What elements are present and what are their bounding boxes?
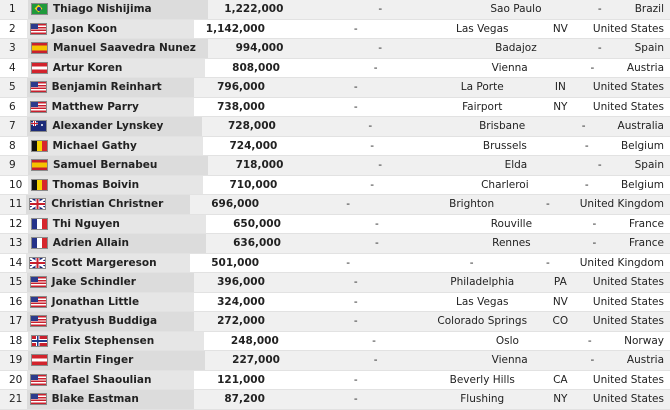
rank-cell: 21: [9, 393, 23, 406]
table-row: [0, 59, 670, 79]
rank-cell: 20: [9, 373, 23, 386]
country-cell: United States: [592, 295, 664, 308]
state-cell: -: [592, 217, 597, 230]
country-cell: United States: [592, 100, 664, 113]
rank-cell: 8: [9, 139, 16, 152]
state-cell: -: [597, 3, 602, 16]
country-cell: Brazil: [634, 3, 664, 16]
city-cell: Flushing: [460, 393, 505, 406]
state-cell: -: [584, 178, 589, 191]
player-name-link[interactable]: Jake Schindler: [51, 276, 136, 289]
rank-cell: 5: [9, 81, 16, 94]
city-cell: Beverly Hills: [449, 373, 515, 386]
player-cell: [28, 215, 206, 234]
amount-cell: 501,000: [211, 256, 260, 269]
player-cell: [28, 137, 204, 156]
placeholder-cell: -: [353, 276, 358, 289]
state-cell: NV: [552, 22, 568, 35]
uk-flag-icon: [29, 257, 46, 269]
player-cell: [28, 234, 206, 253]
city-cell: Badajoz: [495, 42, 537, 55]
player-cell: [27, 117, 202, 136]
city-cell: Rennes: [492, 237, 531, 250]
placeholder-cell: -: [378, 42, 383, 55]
placeholder-cell: -: [378, 3, 383, 16]
usa-flag-icon: [30, 23, 47, 35]
rank-cell: 14: [9, 256, 23, 269]
usa-flag-icon: [30, 81, 47, 93]
country-cell: France: [629, 217, 664, 230]
city-cell: Fairport: [462, 100, 503, 113]
table-row: [0, 332, 670, 352]
player-name-link[interactable]: Alexander Lynskey: [52, 120, 164, 133]
rank-cell: 7: [9, 120, 16, 133]
player-cell: [28, 0, 208, 19]
usa-flag-icon: [30, 296, 47, 308]
state-cell: NY: [553, 393, 568, 406]
player-name-link[interactable]: Christian Christner: [51, 198, 164, 211]
rank-cell: 11: [9, 198, 23, 211]
amount-cell: 728,000: [228, 120, 276, 133]
table-row: [0, 195, 670, 215]
city-cell: Vienna: [491, 354, 528, 367]
placeholder-cell: -: [353, 373, 358, 386]
country-cell: Austria: [626, 61, 664, 74]
country-cell: Spain: [634, 42, 664, 55]
country-cell: United States: [592, 373, 664, 386]
amount-cell: 796,000: [217, 81, 265, 94]
placeholder-cell: -: [373, 354, 378, 367]
player-name-link[interactable]: Manuel Saavedra Nunez: [52, 42, 196, 55]
state-cell: -: [546, 198, 550, 211]
player-name-link[interactable]: Rafael Shaoulian: [51, 373, 152, 386]
table-row: [0, 20, 670, 40]
player-cell: [26, 195, 190, 214]
rank-cell: 16: [9, 295, 23, 308]
usa-flag-icon: [30, 315, 47, 327]
player-name-link[interactable]: Benjamin Reinhart: [51, 81, 162, 94]
amount-cell: 636,000: [233, 237, 281, 250]
placeholder-cell: -: [368, 120, 373, 133]
city-cell: Vienna: [491, 61, 528, 74]
table-row: [0, 371, 670, 391]
player-name-link[interactable]: Artur Koren: [52, 61, 123, 74]
player-cell: [28, 351, 205, 370]
amount-cell: 696,000: [211, 198, 260, 211]
austria-flag-icon: [31, 354, 48, 366]
player-name-link[interactable]: Matthew Parry: [51, 100, 139, 113]
rank-cell: 1: [9, 3, 16, 16]
table-row: [0, 98, 670, 118]
table-row: [0, 0, 670, 20]
state-cell: -: [584, 139, 589, 152]
city-cell: Las Vegas: [456, 295, 509, 308]
australia-flag-icon: [30, 120, 47, 132]
spain-flag-icon: [31, 42, 48, 54]
rank-cell: 12: [9, 217, 23, 230]
country-cell: United States: [592, 81, 664, 94]
country-cell: France: [629, 237, 664, 250]
player-cell: [27, 20, 195, 39]
country-cell: United States: [592, 393, 664, 406]
amount-cell: 324,000: [217, 295, 265, 308]
player-name-link[interactable]: Felix Stephensen: [52, 334, 155, 347]
city-cell: Brisbane: [479, 120, 526, 133]
amount-cell: 396,000: [217, 276, 265, 289]
player-cell: [27, 98, 195, 117]
table-row: [0, 273, 670, 293]
table-row: [0, 293, 670, 313]
country-cell: United States: [592, 276, 664, 289]
player-cell: [27, 312, 195, 331]
amount-cell: 227,000: [232, 354, 280, 367]
country-cell: Norway: [624, 334, 664, 347]
amount-cell: 248,000: [230, 334, 279, 347]
state-cell: IN: [554, 81, 566, 94]
spain-flag-icon: [31, 159, 48, 171]
country-cell: United States: [592, 22, 664, 35]
country-cell: Austria: [626, 354, 664, 367]
city-cell: Rouville: [490, 217, 533, 230]
table-row: [0, 137, 670, 157]
city-cell: Las Vegas: [456, 22, 509, 35]
austria-flag-icon: [31, 62, 48, 74]
amount-cell: 724,000: [229, 139, 278, 152]
table-row: [0, 390, 670, 410]
amount-cell: 1,222,000: [224, 3, 284, 16]
player-cell: [26, 254, 190, 273]
placeholder-cell: -: [353, 295, 358, 308]
placeholder-cell: -: [346, 198, 350, 211]
state-cell: -: [581, 120, 586, 133]
player-name-link[interactable]: Pratyush Buddiga: [51, 315, 158, 328]
player-cell: [27, 371, 195, 390]
amount-cell: 710,000: [229, 178, 278, 191]
table-row: [0, 156, 670, 176]
state-cell: PA: [553, 276, 567, 289]
player-name-link[interactable]: Thomas Boivin: [52, 178, 140, 191]
city-cell: Oslo: [495, 334, 519, 347]
placeholder-cell: -: [353, 81, 358, 94]
rank-cell: 3: [9, 42, 16, 55]
amount-cell: 738,000: [217, 100, 265, 113]
table-row: [0, 234, 670, 254]
city-cell: La Porte: [460, 81, 504, 94]
city-cell: Charleroi: [481, 178, 529, 191]
amount-cell: 87,200: [224, 393, 265, 406]
placeholder-cell: -: [375, 237, 379, 250]
rank-cell: 17: [9, 315, 23, 328]
placeholder-cell: -: [372, 334, 376, 347]
player-cell: [27, 390, 195, 409]
placeholder-cell: -: [370, 139, 375, 152]
placeholder-cell: -: [353, 100, 358, 113]
player-cell: [28, 59, 205, 78]
state-cell: -: [597, 42, 602, 55]
country-cell: Spain: [634, 159, 664, 172]
player-name-link[interactable]: Martin Finger: [52, 354, 134, 367]
table-row: [0, 254, 670, 274]
player-name-link[interactable]: Adrien Allain: [52, 237, 129, 250]
player-cell: [28, 332, 205, 351]
country-cell: Belgium: [620, 139, 664, 152]
player-name-link[interactable]: Scott Margereson: [51, 256, 157, 269]
player-cell: [28, 156, 208, 175]
usa-flag-icon: [30, 276, 47, 288]
amount-cell: 1,142,000: [205, 22, 265, 35]
country-cell: United States: [592, 315, 664, 328]
player-name-link[interactable]: Thi Nguyen: [52, 217, 120, 230]
state-cell: -: [587, 334, 592, 347]
player-name-link[interactable]: Michael Gathy: [52, 139, 137, 152]
uk-flag-icon: [29, 198, 46, 210]
state-cell: -: [546, 256, 550, 269]
player-name-link[interactable]: Blake Eastman: [51, 393, 139, 406]
usa-flag-icon: [30, 393, 47, 405]
player-cell: [28, 176, 204, 195]
amount-cell: 808,000: [232, 61, 280, 74]
state-cell: -: [590, 61, 595, 74]
city-cell: Sao Paulo: [490, 3, 542, 16]
state-cell: CA: [553, 373, 568, 386]
rank-cell: 13: [9, 237, 23, 250]
placeholder-cell: -: [373, 61, 378, 74]
player-cell: [28, 39, 208, 58]
table-row: [0, 215, 670, 235]
player-cell: [27, 273, 195, 292]
rank-cell: 18: [9, 334, 23, 347]
placeholder-cell: -: [375, 217, 379, 230]
placeholder-cell: -: [353, 22, 358, 35]
france-flag-icon: [31, 218, 48, 230]
city-cell: Brighton: [449, 198, 495, 211]
table-row: [0, 117, 670, 137]
rank-cell: 6: [9, 100, 16, 113]
placeholder-cell: -: [353, 315, 358, 328]
player-cell: [27, 293, 195, 312]
amount-cell: 121,000: [217, 373, 265, 386]
state-cell: NV: [552, 295, 568, 308]
rank-cell: 15: [9, 276, 23, 289]
brazil-flag-icon: [31, 3, 48, 15]
table-row: [0, 78, 670, 98]
state-cell: -: [590, 354, 595, 367]
norway-flag-icon: [31, 335, 48, 347]
rank-cell: 9: [9, 159, 16, 172]
placeholder-cell: -: [378, 159, 383, 172]
state-cell: NY: [553, 100, 568, 113]
usa-flag-icon: [30, 101, 47, 113]
amount-cell: 994,000: [235, 42, 284, 55]
rank-cell: 2: [9, 22, 16, 35]
amount-cell: 272,000: [217, 315, 265, 328]
amount-cell: 650,000: [233, 217, 281, 230]
country-cell: United Kingdom: [579, 256, 664, 269]
placeholder-cell: -: [370, 178, 375, 191]
rank-cell: 10: [9, 178, 23, 191]
country-cell: United Kingdom: [579, 198, 664, 211]
amount-cell: 718,000: [235, 159, 284, 172]
city-cell: Colorado Springs: [437, 315, 528, 328]
country-cell: Belgium: [620, 178, 664, 191]
city-cell: Elda: [504, 159, 528, 172]
player-name-link[interactable]: Jason Koon: [51, 22, 118, 35]
player-name-link[interactable]: Jonathan Little: [51, 295, 140, 308]
player-name-link[interactable]: Thiago Nishijima: [52, 3, 152, 16]
belgium-flag-icon: [31, 179, 48, 191]
rank-cell: 19: [9, 354, 23, 367]
france-flag-icon: [31, 237, 48, 249]
belgium-flag-icon: [31, 140, 48, 152]
state-cell: -: [597, 159, 602, 172]
table-row: [0, 351, 670, 371]
country-cell: Australia: [617, 120, 664, 133]
table-row: [0, 176, 670, 196]
city-cell: -: [469, 256, 474, 269]
player-name-link[interactable]: Samuel Bernabeu: [52, 159, 158, 172]
placeholder-cell: -: [353, 393, 358, 406]
city-cell: Brussels: [482, 139, 527, 152]
state-cell: -: [592, 237, 597, 250]
table-row: [0, 39, 670, 59]
placeholder-cell: -: [346, 256, 350, 269]
rank-cell: 4: [9, 61, 16, 74]
table-row: [0, 312, 670, 332]
usa-flag-icon: [30, 374, 47, 386]
player-cell: [27, 78, 195, 97]
state-cell: CO: [552, 315, 569, 328]
city-cell: Philadelphia: [450, 276, 515, 289]
